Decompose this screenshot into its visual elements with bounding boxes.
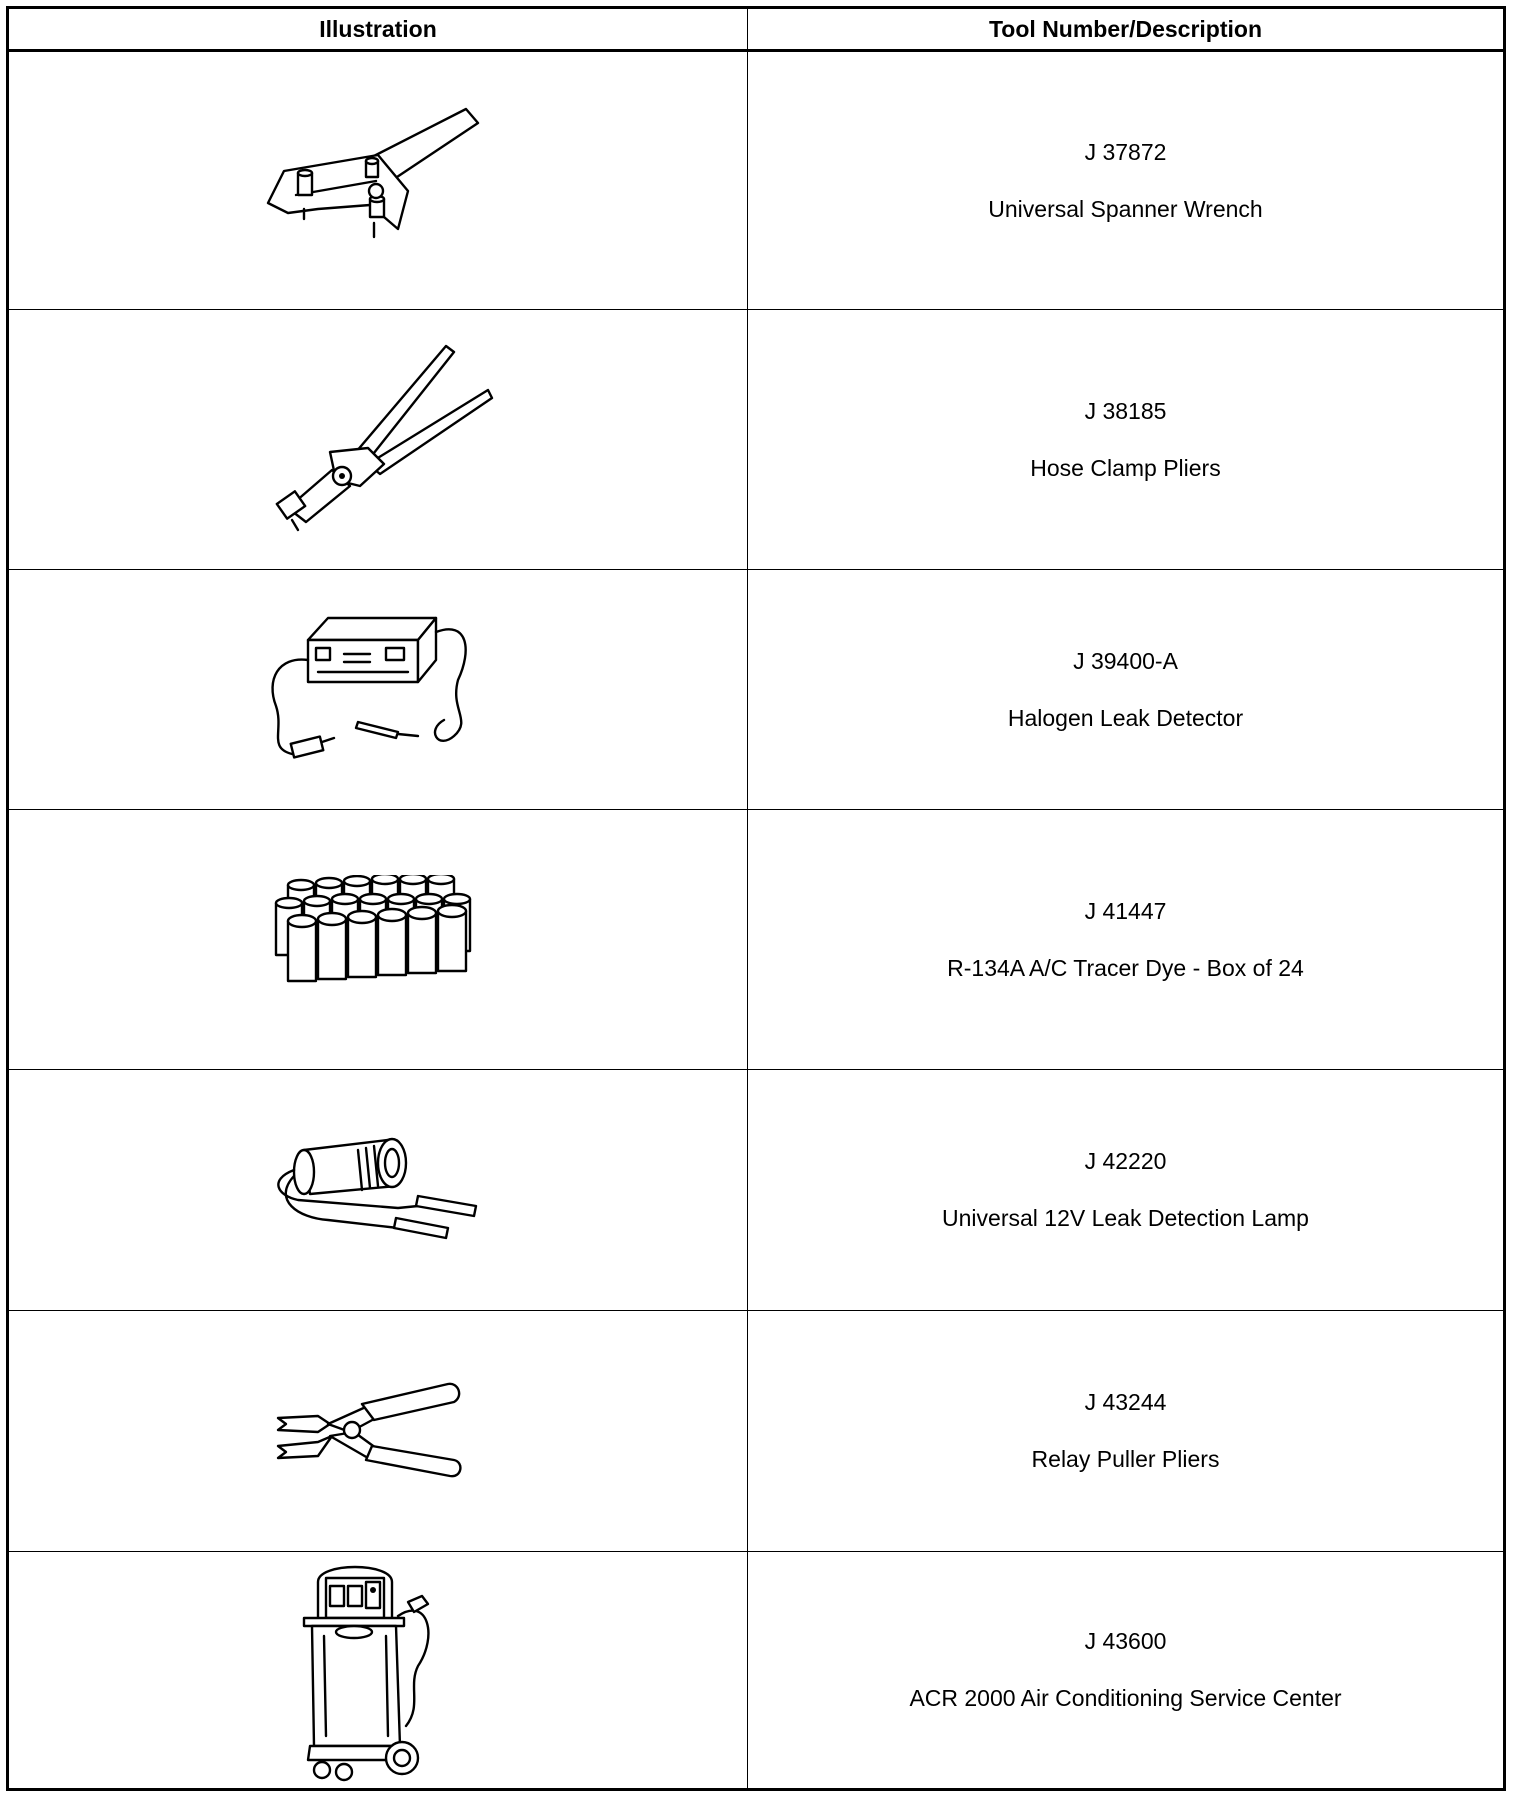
spanner-wrench-icon xyxy=(258,101,498,261)
header-illustration: Illustration xyxy=(8,8,748,51)
tool-number: J 43600 xyxy=(1084,1628,1167,1654)
table-row xyxy=(8,1070,1505,1311)
hose-clamp-pliers-icon xyxy=(258,340,498,540)
illustration-cell xyxy=(8,570,748,810)
tool-description-cell xyxy=(748,810,1505,1070)
table-header-row xyxy=(8,8,1505,51)
relay-puller-pliers-icon xyxy=(258,1376,498,1486)
illustration-cell xyxy=(8,1311,748,1552)
tool-number: J 42220 xyxy=(1084,1148,1167,1174)
tool-number: J 39400-A xyxy=(1073,647,1178,674)
leak-lamp-icon xyxy=(258,1130,498,1250)
tool-description: Hose Clamp Pliers xyxy=(1030,454,1221,481)
illustration-cell xyxy=(8,310,748,570)
illustration-cell xyxy=(8,810,748,1070)
leak-detector-icon xyxy=(258,610,498,770)
tool-description-cell xyxy=(748,51,1505,310)
tool-description: ACR 2000 Air Conditioning Service Center xyxy=(909,1685,1342,1711)
tool-description-cell xyxy=(748,1552,1505,1790)
tool-description-cell xyxy=(748,1311,1505,1552)
tool-description-cell xyxy=(748,570,1505,810)
illustration-cell xyxy=(8,1552,748,1790)
illustration-cell xyxy=(8,51,748,310)
dye-bottles-icon xyxy=(258,875,498,1005)
table-row xyxy=(8,1552,1505,1790)
tool-number: J 43244 xyxy=(1084,1389,1167,1415)
service-center-cart-icon xyxy=(288,1556,468,1784)
tool-description: R-134A A/C Tracer Dye - Box of 24 xyxy=(947,954,1304,981)
table-row xyxy=(8,570,1505,810)
tool-number: J 41447 xyxy=(1084,897,1167,924)
table-row xyxy=(8,51,1505,310)
header-tool-description: Tool Number/Description xyxy=(748,8,1505,51)
special-tools-table xyxy=(6,6,1506,1791)
table-row xyxy=(8,810,1505,1070)
tool-number: J 38185 xyxy=(1084,397,1167,424)
tool-description: Relay Puller Pliers xyxy=(1031,1446,1220,1472)
tool-description-cell xyxy=(748,310,1505,570)
tool-number: J 37872 xyxy=(1084,138,1167,165)
tool-description: Universal 12V Leak Detection Lamp xyxy=(942,1205,1309,1231)
table-row xyxy=(8,310,1505,570)
tool-description: Universal Spanner Wrench xyxy=(988,195,1263,222)
tool-description-cell xyxy=(748,1070,1505,1311)
illustration-cell xyxy=(8,1070,748,1311)
tool-description: Halogen Leak Detector xyxy=(1007,704,1244,731)
table-row xyxy=(8,1311,1505,1552)
